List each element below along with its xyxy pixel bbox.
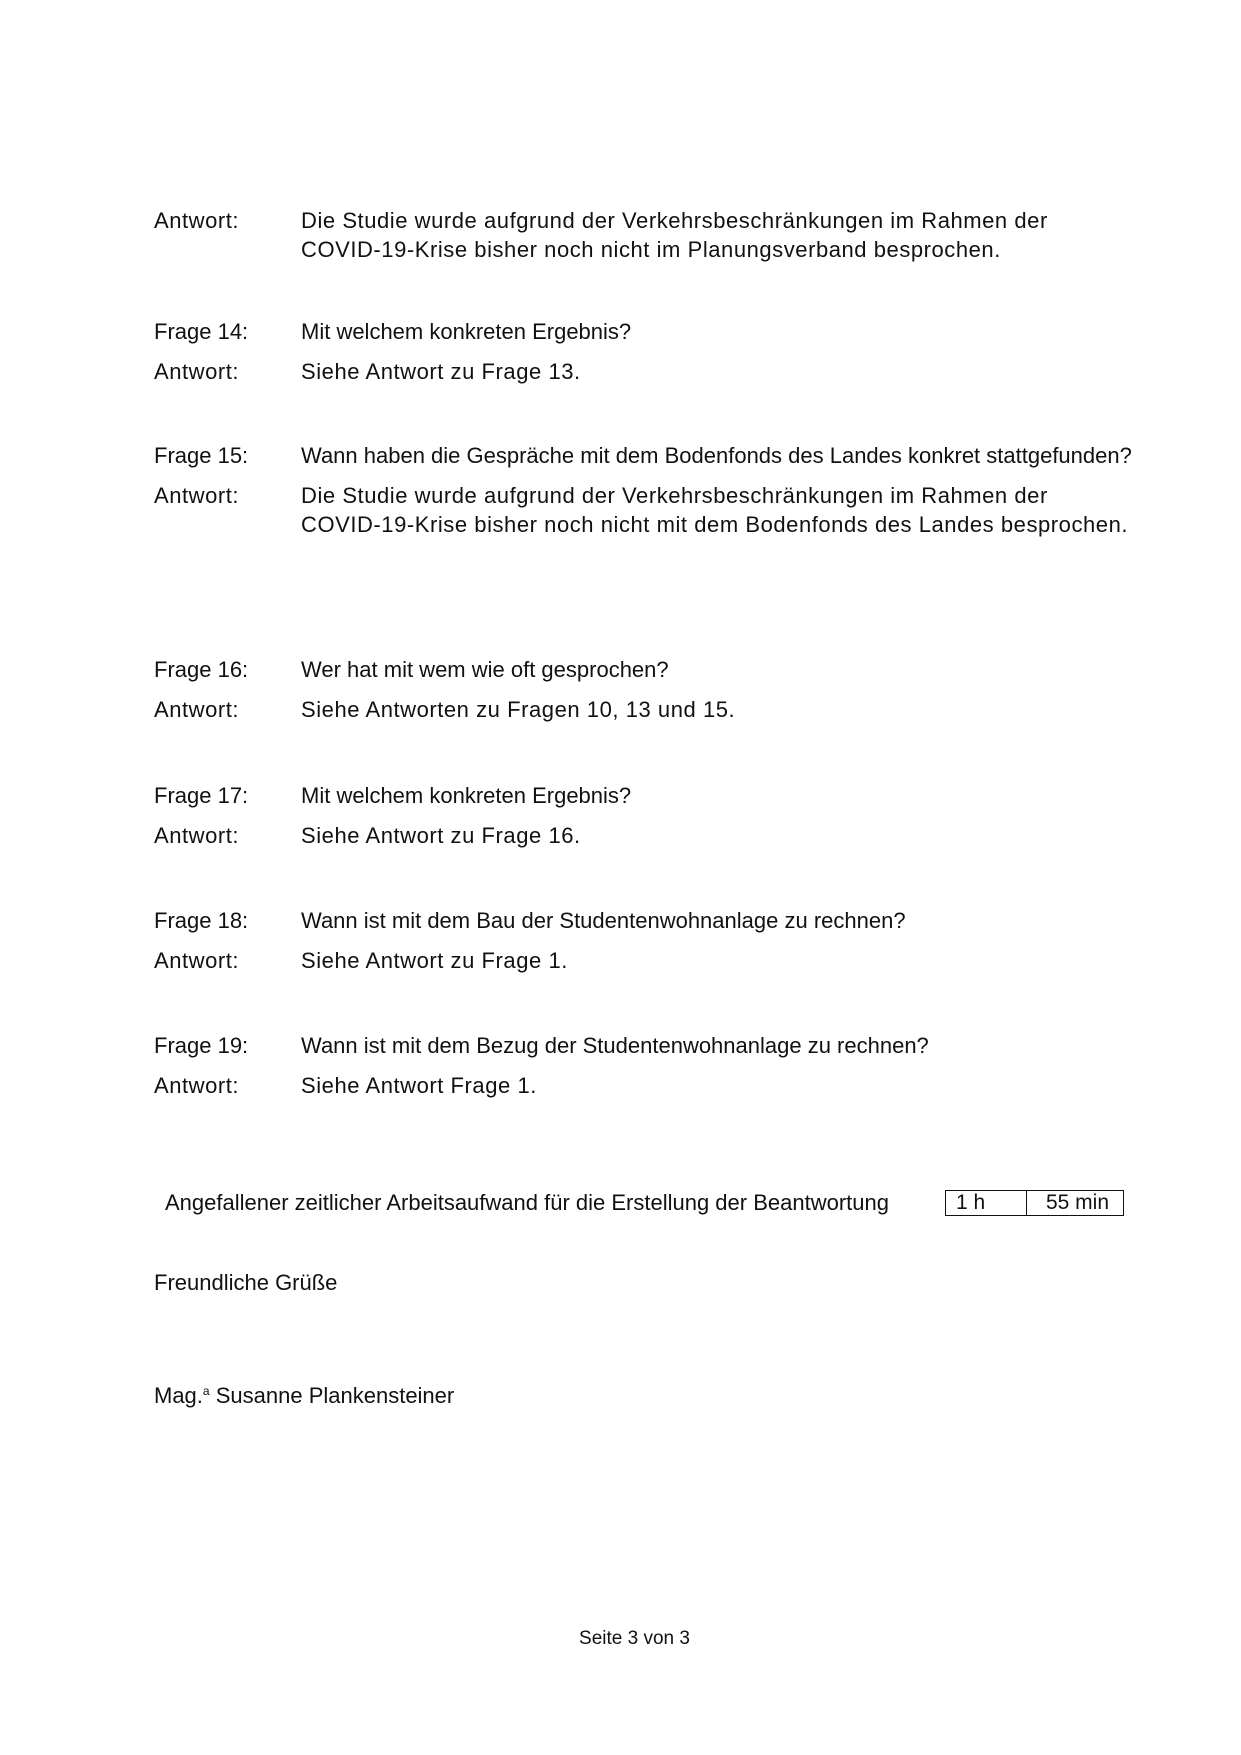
question-label: Frage 14: [154, 319, 249, 344]
question-label: Frage 15: [154, 443, 249, 468]
question-label: Frage 16: [154, 657, 249, 682]
effort-table [945, 1190, 1124, 1216]
answer-text: Siehe Antwort Frage 1. [301, 1073, 537, 1098]
answer-label: Antwort: [154, 208, 240, 233]
closing-greeting: Freundliche Grüße [154, 1270, 338, 1295]
answer-label: Antwort: [154, 483, 240, 508]
answer-row [154, 821, 1134, 850]
answer-row [154, 695, 1134, 724]
answer-text: Siehe Antwort zu Frage 1. [301, 948, 568, 973]
answer-label: Antwort: [154, 697, 240, 722]
qa-block-15 [154, 441, 1134, 539]
qa-block-16 [154, 655, 1134, 724]
question-text: Mit welchem konkreten Ergebnis? [301, 783, 632, 808]
question-text: Wann haben die Gespräche mit dem Bodenfonds des Landes konkret stattgefunden? [301, 443, 1132, 468]
qa-block-19 [154, 1031, 1134, 1100]
question-text: Wann ist mit dem Bau der Studentenwohnanlage zu rechnen? [301, 908, 906, 933]
page-number: Seite 3 von 3 [579, 1628, 690, 1649]
answer-row [154, 481, 1134, 539]
effort-label: Angefallener zeitlicher Arbeitsaufwand für die Erstellung der Beantwortung [165, 1190, 889, 1215]
answer-text: Siehe Antwort zu Frage 16. [301, 823, 581, 848]
signer-title-sup: a [202, 1384, 210, 1398]
question-row [154, 781, 1134, 810]
answer-text: Siehe Antwort zu Frage 13. [301, 359, 581, 384]
question-text: Mit welchem konkreten Ergebnis? [301, 319, 632, 344]
qa-block-18 [154, 906, 1134, 975]
question-row [154, 1031, 1134, 1060]
answer-text: Die Studie wurde aufgrund der Verkehrsbeschränkungen im Rahmen der COVID-19-Krise bisher noch nicht im Planungsverband besprochen. [301, 208, 1048, 262]
answer-label: Antwort: [154, 359, 240, 384]
question-row [154, 441, 1134, 470]
question-label: Frage 17: [154, 783, 249, 808]
answer-text: Die Studie wurde aufgrund der Verkehrsbeschränkungen im Rahmen der COVID-19-Krise bisher noch nicht mit dem Bodenfonds des Landes besprochen. [301, 483, 1129, 537]
answer-label: Antwort: [154, 948, 240, 973]
effort-hours: 1 h [946, 1191, 1027, 1215]
answer-row [154, 357, 1134, 386]
question-row [154, 906, 1134, 935]
question-text: Wann ist mit dem Bezug der Studentenwohnanlage zu rechnen? [301, 1033, 929, 1058]
answer-row [154, 206, 1134, 264]
qa-block-13 [154, 206, 1134, 264]
question-row [154, 317, 1134, 346]
signer-title: Mag. [154, 1383, 203, 1408]
question-label: Frage 19: [154, 1033, 249, 1058]
signer-name: Susanne Plankensteiner [215, 1383, 455, 1408]
answer-row [154, 946, 1134, 975]
effort-minutes: 55 min [1045, 1190, 1109, 1214]
effort-row [165, 1188, 1124, 1217]
question-label: Frage 18: [154, 908, 249, 933]
signature [154, 1381, 454, 1410]
answer-row [154, 1071, 1134, 1100]
answer-text: Siehe Antworten zu Fragen 10, 13 und 15. [301, 697, 736, 722]
qa-block-14 [154, 317, 1134, 386]
question-text: Wer hat mit wem wie oft gesprochen? [301, 657, 669, 682]
qa-block-17 [154, 781, 1134, 850]
answer-label: Antwort: [154, 823, 240, 848]
answer-label: Antwort: [154, 1073, 240, 1098]
question-row [154, 655, 1134, 684]
